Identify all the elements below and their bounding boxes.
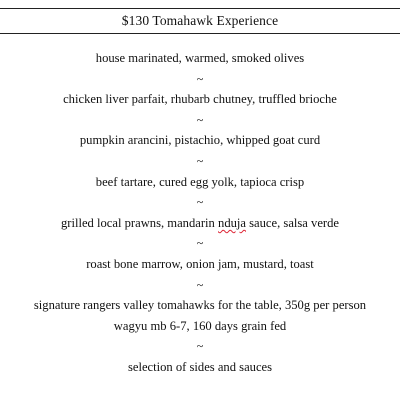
course-line: pumpkin arancini, pistachio, whipped goat curd bbox=[79, 133, 321, 148]
course-list bbox=[0, 48, 400, 378]
course-line: roast bone marrow, onion jam, mustard, toast bbox=[86, 256, 314, 271]
course-separator: ~ bbox=[196, 236, 204, 251]
title-bar bbox=[0, 8, 400, 34]
course-line: beef tartare, cured egg yolk, tapioca crisp bbox=[95, 174, 305, 189]
course-separator: ~ bbox=[196, 339, 204, 354]
course-line: wagyu mb 6-7, 160 days grain fed bbox=[113, 318, 287, 333]
course-separator: ~ bbox=[196, 71, 204, 86]
course-line: house marinated, warmed, smoked olives bbox=[95, 51, 305, 65]
course-line: chicken liver parfait, rhubarb chutney, truffled brioche bbox=[63, 92, 337, 107]
course-separator: ~ bbox=[196, 195, 204, 210]
spellcheck-underlined-word: nduja bbox=[218, 215, 246, 230]
course-line: signature rangers valley tomahawks for the table, 350g per person bbox=[33, 298, 367, 313]
course-line: grilled local prawns, mandarin nduja sauce, salsa verde bbox=[60, 215, 340, 230]
course-separator: ~ bbox=[196, 277, 204, 292]
menu-title: $130 Tomahawk Experience bbox=[121, 13, 279, 28]
course-line: selection of sides and sauces bbox=[127, 359, 273, 374]
course-separator: ~ bbox=[196, 153, 204, 168]
course-separator: ~ bbox=[196, 112, 204, 127]
